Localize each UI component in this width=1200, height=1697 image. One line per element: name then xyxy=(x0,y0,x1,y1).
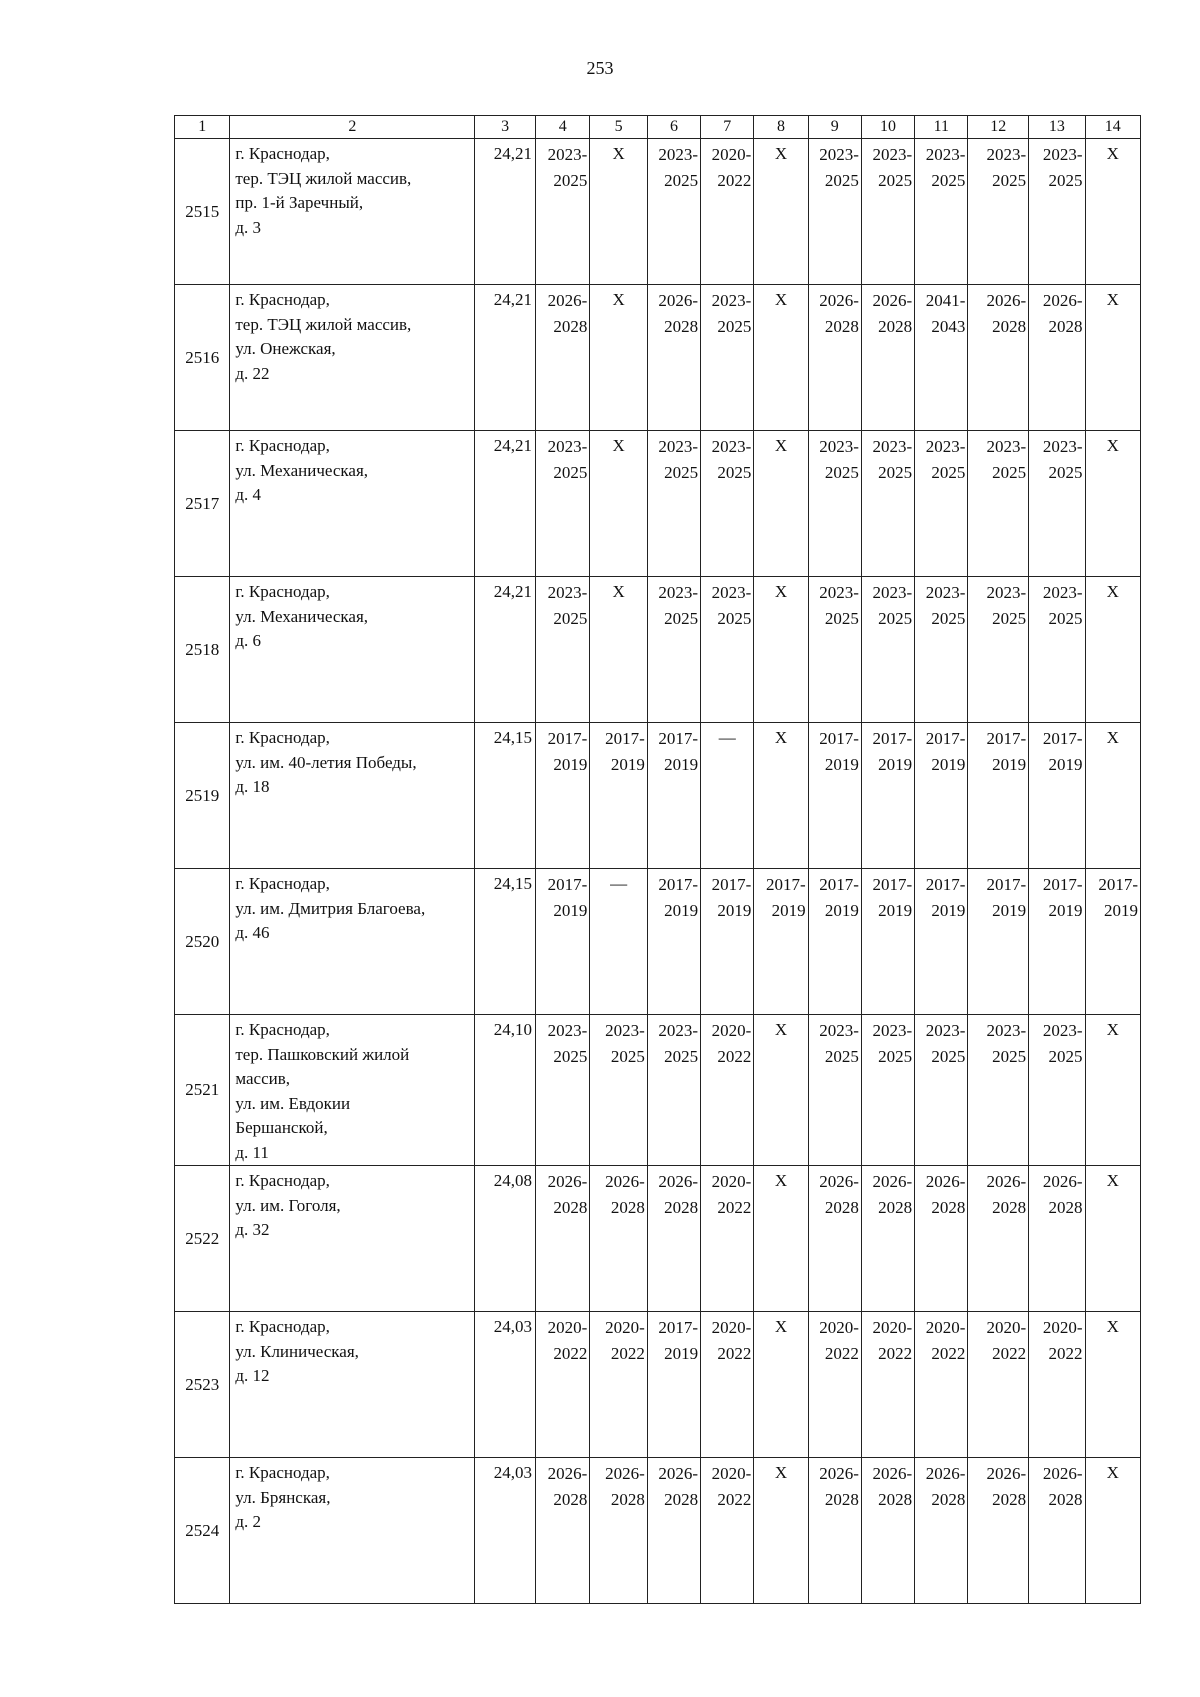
column-header-13: 13 xyxy=(1029,116,1085,139)
value-cell: 24,15 xyxy=(475,723,536,869)
row-number: 2521 xyxy=(175,1015,230,1166)
column-header-5: 5 xyxy=(590,116,648,139)
period-cell-col-9: 2017- 2019 xyxy=(808,869,861,1015)
column-header-1: 1 xyxy=(175,116,230,139)
row-number: 2518 xyxy=(175,577,230,723)
value-cell: 24,21 xyxy=(475,285,536,431)
period-cell-col-13: 2023- 2025 xyxy=(1029,1015,1085,1166)
period-cell-col-14: X xyxy=(1085,139,1140,285)
period-cell-col-9: 2023- 2025 xyxy=(808,139,861,285)
period-cell-col-5: X xyxy=(590,285,648,431)
address-cell: г. Краснодар, ул. Механическая, д. 6 xyxy=(230,577,475,723)
period-cell-col-5: 2020- 2022 xyxy=(590,1312,648,1458)
period-cell-col-5: 2023- 2025 xyxy=(590,1015,648,1166)
row-number: 2515 xyxy=(175,139,230,285)
period-cell-col-6: 2023- 2025 xyxy=(647,139,700,285)
period-cell-col-10: 2026- 2028 xyxy=(861,1166,914,1312)
row-number: 2524 xyxy=(175,1458,230,1604)
column-header-3: 3 xyxy=(475,116,536,139)
period-cell-col-8: X xyxy=(754,285,808,431)
period-cell-col-6: 2026- 2028 xyxy=(647,285,700,431)
period-cell-col-13: 2023- 2025 xyxy=(1029,139,1085,285)
row-number: 2519 xyxy=(175,723,230,869)
period-cell-col-10: 2017- 2019 xyxy=(861,869,914,1015)
address-cell: г. Краснодар, ул. им. Дмитрия Благоева, д. 46 xyxy=(230,869,475,1015)
period-cell-col-13: 2020- 2022 xyxy=(1029,1312,1085,1458)
period-cell-col-5: X xyxy=(590,139,648,285)
column-header-6: 6 xyxy=(647,116,700,139)
period-cell-col-5: X xyxy=(590,431,648,577)
period-cell-col-11: 2023- 2025 xyxy=(915,431,968,577)
period-cell-col-5: X xyxy=(590,577,648,723)
period-cell-col-12: 2026- 2028 xyxy=(968,285,1029,431)
period-cell-col-13: 2017- 2019 xyxy=(1029,869,1085,1015)
period-cell-col-7: 2023- 2025 xyxy=(701,285,754,431)
address-cell: г. Краснодар, тер. ТЭЦ жилой массив, пр. 1-й Заречный, д. 3 xyxy=(230,139,475,285)
row-number: 2520 xyxy=(175,869,230,1015)
period-cell-col-10: 2026- 2028 xyxy=(861,285,914,431)
value-cell: 24,15 xyxy=(475,869,536,1015)
period-cell-col-7: 2020- 2022 xyxy=(701,1312,754,1458)
period-cell-col-10: 2023- 2025 xyxy=(861,139,914,285)
period-cell-col-4: 2026- 2028 xyxy=(536,1458,590,1604)
table-header-row xyxy=(175,116,1141,139)
period-cell-col-12: 2017- 2019 xyxy=(968,723,1029,869)
value-cell: 24,21 xyxy=(475,431,536,577)
address-cell: г. Краснодар, ул. Механическая, д. 4 xyxy=(230,431,475,577)
period-cell-col-11: 2041- 2043 xyxy=(915,285,968,431)
period-cell-col-14: X xyxy=(1085,1312,1140,1458)
period-cell-col-14: X xyxy=(1085,1458,1140,1604)
address-cell: г. Краснодар, тер. ТЭЦ жилой массив, ул. Онежская, д. 22 xyxy=(230,285,475,431)
column-header-4: 4 xyxy=(536,116,590,139)
period-cell-col-6: 2023- 2025 xyxy=(647,1015,700,1166)
period-cell-col-7: 2023- 2025 xyxy=(701,577,754,723)
value-cell: 24,03 xyxy=(475,1312,536,1458)
address-cell: г. Краснодар, ул. им. Гоголя, д. 32 xyxy=(230,1166,475,1312)
period-cell-col-8: X xyxy=(754,1312,808,1458)
period-cell-col-11: 2017- 2019 xyxy=(915,869,968,1015)
period-cell-col-6: 2017- 2019 xyxy=(647,869,700,1015)
period-cell-col-7: 2023- 2025 xyxy=(701,431,754,577)
table-row xyxy=(175,723,1141,869)
value-cell: 24,21 xyxy=(475,139,536,285)
table-row xyxy=(175,1458,1141,1604)
period-cell-col-14: X xyxy=(1085,1015,1140,1166)
period-cell-col-12: 2026- 2028 xyxy=(968,1166,1029,1312)
period-cell-col-9: 2023- 2025 xyxy=(808,1015,861,1166)
column-header-10: 10 xyxy=(861,116,914,139)
period-cell-col-13: 2017- 2019 xyxy=(1029,723,1085,869)
period-cell-col-14: X xyxy=(1085,285,1140,431)
period-cell-col-14: X xyxy=(1085,1166,1140,1312)
period-cell-col-8: X xyxy=(754,577,808,723)
period-cell-col-10: 2017- 2019 xyxy=(861,723,914,869)
column-header-11: 11 xyxy=(915,116,968,139)
period-cell-col-12: 2023- 2025 xyxy=(968,431,1029,577)
period-cell-col-13: 2026- 2028 xyxy=(1029,285,1085,431)
period-cell-col-11: 2017- 2019 xyxy=(915,723,968,869)
period-cell-col-7: 2020- 2022 xyxy=(701,1166,754,1312)
period-cell-col-10: 2023- 2025 xyxy=(861,577,914,723)
period-cell-col-9: 2026- 2028 xyxy=(808,1166,861,1312)
period-cell-col-9: 2020- 2022 xyxy=(808,1312,861,1458)
period-cell-col-12: 2023- 2025 xyxy=(968,577,1029,723)
period-cell-col-11: 2020- 2022 xyxy=(915,1312,968,1458)
period-cell-col-12: 2023- 2025 xyxy=(968,139,1029,285)
period-cell-col-4: 2023- 2025 xyxy=(536,431,590,577)
period-cell-col-12: 2023- 2025 xyxy=(968,1015,1029,1166)
row-number: 2516 xyxy=(175,285,230,431)
period-cell-col-11: 2026- 2028 xyxy=(915,1458,968,1604)
period-cell-col-9: 2023- 2025 xyxy=(808,431,861,577)
period-cell-col-12: 2020- 2022 xyxy=(968,1312,1029,1458)
table-row xyxy=(175,285,1141,431)
value-cell: 24,10 xyxy=(475,1015,536,1166)
period-cell-col-8: X xyxy=(754,723,808,869)
table-row xyxy=(175,1015,1141,1166)
period-cell-col-4: 2023- 2025 xyxy=(536,577,590,723)
row-number: 2517 xyxy=(175,431,230,577)
column-header-8: 8 xyxy=(754,116,808,139)
period-cell-col-14: 2017- 2019 xyxy=(1085,869,1140,1015)
period-cell-col-10: 2023- 2025 xyxy=(861,431,914,577)
period-cell-col-9: 2017- 2019 xyxy=(808,723,861,869)
column-header-12: 12 xyxy=(968,116,1029,139)
period-cell-col-7: 2020- 2022 xyxy=(701,139,754,285)
value-cell: 24,21 xyxy=(475,577,536,723)
row-number: 2522 xyxy=(175,1166,230,1312)
period-cell-col-6: 2023- 2025 xyxy=(647,577,700,723)
period-cell-col-13: 2023- 2025 xyxy=(1029,577,1085,723)
period-cell-col-8: X xyxy=(754,431,808,577)
period-cell-col-13: 2026- 2028 xyxy=(1029,1458,1085,1604)
period-cell-col-6: 2023- 2025 xyxy=(647,431,700,577)
period-cell-col-12: 2026- 2028 xyxy=(968,1458,1029,1604)
period-cell-col-5: — xyxy=(590,869,648,1015)
period-cell-col-4: 2026- 2028 xyxy=(536,1166,590,1312)
period-cell-col-4: 2023- 2025 xyxy=(536,1015,590,1166)
table-row xyxy=(175,869,1141,1015)
period-cell-col-6: 2017- 2019 xyxy=(647,1312,700,1458)
period-cell-col-14: X xyxy=(1085,577,1140,723)
period-cell-col-5: 2017- 2019 xyxy=(590,723,648,869)
period-cell-col-4: 2023- 2025 xyxy=(536,139,590,285)
period-cell-col-6: 2017- 2019 xyxy=(647,723,700,869)
period-cell-col-7: 2020- 2022 xyxy=(701,1015,754,1166)
address-cell: г. Краснодар, ул. Брянская, д. 2 xyxy=(230,1458,475,1604)
column-header-2: 2 xyxy=(230,116,475,139)
period-cell-col-14: X xyxy=(1085,431,1140,577)
period-cell-col-9: 2023- 2025 xyxy=(808,577,861,723)
period-cell-col-12: 2017- 2019 xyxy=(968,869,1029,1015)
period-cell-col-4: 2020- 2022 xyxy=(536,1312,590,1458)
page-number: 253 xyxy=(586,58,614,78)
period-cell-col-7: 2020- 2022 xyxy=(701,1458,754,1604)
value-cell: 24,03 xyxy=(475,1458,536,1604)
period-cell-col-9: 2026- 2028 xyxy=(808,285,861,431)
housing-schedule-table xyxy=(174,115,1141,1604)
period-cell-col-11: 2023- 2025 xyxy=(915,139,968,285)
period-cell-col-13: 2026- 2028 xyxy=(1029,1166,1085,1312)
period-cell-col-7: — xyxy=(701,723,754,869)
address-cell: г. Краснодар, ул. Клиническая, д. 12 xyxy=(230,1312,475,1458)
column-header-14: 14 xyxy=(1085,116,1140,139)
period-cell-col-8: X xyxy=(754,1015,808,1166)
period-cell-col-13: 2023- 2025 xyxy=(1029,431,1085,577)
period-cell-col-8: X xyxy=(754,1166,808,1312)
period-cell-col-11: 2023- 2025 xyxy=(915,1015,968,1166)
table-row xyxy=(175,1166,1141,1312)
period-cell-col-6: 2026- 2028 xyxy=(647,1458,700,1604)
period-cell-col-10: 2026- 2028 xyxy=(861,1458,914,1604)
period-cell-col-8: X xyxy=(754,1458,808,1604)
period-cell-col-11: 2026- 2028 xyxy=(915,1166,968,1312)
value-cell: 24,08 xyxy=(475,1166,536,1312)
period-cell-col-7: 2017- 2019 xyxy=(701,869,754,1015)
column-header-9: 9 xyxy=(808,116,861,139)
table-row xyxy=(175,1312,1141,1458)
period-cell-col-5: 2026- 2028 xyxy=(590,1166,648,1312)
column-header-7: 7 xyxy=(701,116,754,139)
address-cell: г. Краснодар, тер. Пашковский жилой массив, ул. им. Евдокии Бершанской, д. 11 xyxy=(230,1015,475,1166)
period-cell-col-10: 2020- 2022 xyxy=(861,1312,914,1458)
address-cell: г. Краснодар, ул. им. 40-летия Победы, д. 18 xyxy=(230,723,475,869)
row-number: 2523 xyxy=(175,1312,230,1458)
period-cell-col-11: 2023- 2025 xyxy=(915,577,968,723)
period-cell-col-5: 2026- 2028 xyxy=(590,1458,648,1604)
period-cell-col-4: 2017- 2019 xyxy=(536,723,590,869)
period-cell-col-9: 2026- 2028 xyxy=(808,1458,861,1604)
period-cell-col-10: 2023- 2025 xyxy=(861,1015,914,1166)
period-cell-col-4: 2017- 2019 xyxy=(536,869,590,1015)
period-cell-col-14: X xyxy=(1085,723,1140,869)
period-cell-col-6: 2026- 2028 xyxy=(647,1166,700,1312)
period-cell-col-8: 2017- 2019 xyxy=(754,869,808,1015)
period-cell-col-4: 2026- 2028 xyxy=(536,285,590,431)
table-row xyxy=(175,431,1141,577)
table-row xyxy=(175,139,1141,285)
period-cell-col-8: X xyxy=(754,139,808,285)
table-row xyxy=(175,577,1141,723)
